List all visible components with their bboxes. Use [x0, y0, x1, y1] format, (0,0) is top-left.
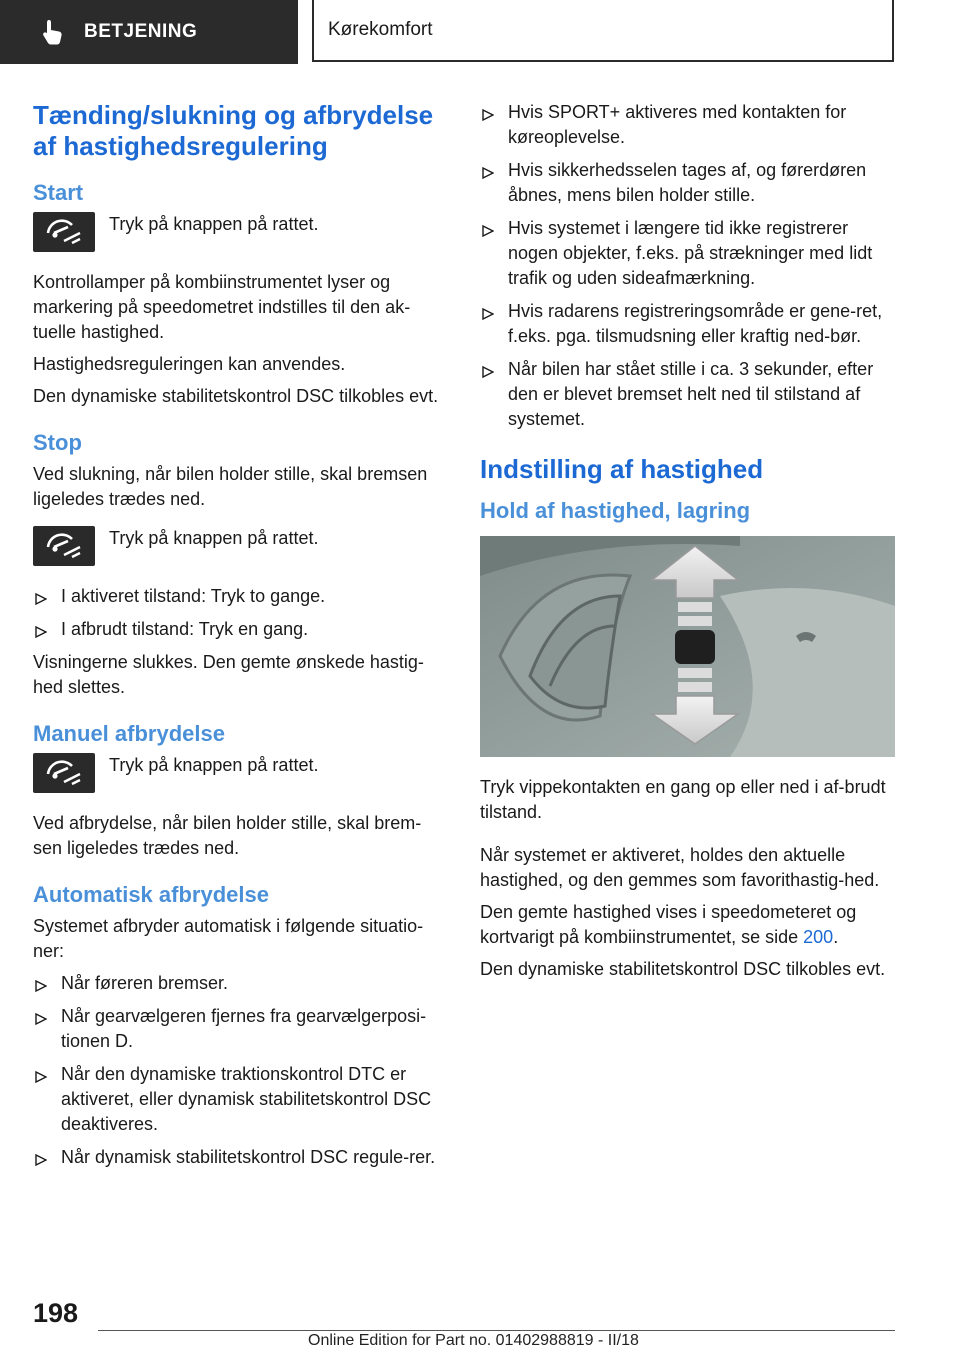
- section-title-on-off: Tænding/slukning og afbrydelse af hastighedsregulering: [33, 100, 434, 161]
- list-item: Når føreren bremser.: [33, 971, 448, 996]
- cruise-control-button-icon: [33, 212, 95, 252]
- list-item: I aktiveret tilstand: Tryk to gange.: [33, 584, 448, 609]
- start-instruction-text: Tryk på knappen på rattet.: [109, 214, 319, 234]
- heading-auto: Automatisk afbrydelse: [33, 882, 269, 907]
- list-item: Når gearvælgeren fjernes fra gearvælgerposi‐tionen D.: [33, 1004, 448, 1054]
- hand-pointer-icon: [40, 18, 66, 46]
- manual-instruction: [33, 753, 448, 793]
- list-item: Hvis sikkerhedsselen tages af, og førerdøren åbnes, mens bilen holder stille.: [480, 158, 895, 208]
- list-item: Når bilen har stået stille i ca. 3 sekunder, efter den er blevet bremset helt ned til stilstand af systemet.: [480, 357, 895, 432]
- list-item: Hvis systemet i længere tid ikke registrerer nogen objekter, f.eks. på strækninger med lidt trafik og uden sideafmærkning.: [480, 216, 895, 291]
- start-paragraph: Den dynamiske stabilitetskontrol DSC tilkobles evt.: [33, 386, 439, 406]
- triangle-bullet-icon: [35, 1008, 47, 1022]
- start-paragraph: Hastighedsreguleringen kan anvendes.: [33, 354, 346, 374]
- stop-after: Visningerne slukkes. Den gemte ønskede hastig‐hed slettes.: [33, 652, 424, 697]
- hold-speed-paragraph: Den dynamiske stabilitetskontrol DSC tilkobles evt.: [480, 959, 886, 979]
- heading-stop: Stop: [33, 430, 82, 455]
- triangle-bullet-icon: [35, 1066, 47, 1080]
- triangle-bullet-icon: [35, 1149, 47, 1163]
- right-column: [480, 100, 895, 989]
- triangle-bullet-icon: [35, 588, 47, 602]
- triangle-bullet-icon: [482, 220, 494, 234]
- start-instruction: [33, 212, 448, 252]
- auto-list-continued: [480, 100, 895, 432]
- list-item: Når den dynamiske traktionskontrol DTC er aktiveret, eller dynamisk stabilitetskontrol DSC deaktiveres.: [33, 1062, 448, 1137]
- list-item: I afbrudt tilstand: Tryk en gang.: [33, 617, 448, 642]
- stop-instruction-text: Tryk på knappen på rattet.: [109, 528, 319, 548]
- chapter-title: Kørekomfort: [312, 0, 894, 62]
- steering-wheel-rocker-image: [480, 536, 895, 757]
- figure-caption: Tryk vippekontakten en gang op eller ned i af‐brudt tilstand.: [480, 777, 886, 822]
- page-header: [0, 0, 960, 66]
- triangle-bullet-icon: [482, 361, 494, 375]
- left-column: [33, 100, 448, 1178]
- auto-intro: Systemet afbryder automatisk i følgende situatio‐ner:: [33, 916, 424, 961]
- heading-start: Start: [33, 180, 84, 205]
- footer-divider: [98, 1330, 895, 1331]
- stop-list: [33, 584, 448, 642]
- heading-manual: Manuel afbrydelse: [33, 721, 225, 746]
- triangle-bullet-icon: [482, 303, 494, 317]
- hold-speed-paragraph: Den gemte hastighed vises i speedometeret og kortvarigt på kombiinstrumentet, se side 200.: [480, 902, 857, 947]
- triangle-bullet-icon: [482, 162, 494, 176]
- hold-speed-paragraph: Når systemet er aktiveret, holdes den aktuelle hastighed, og den gemmes som favorithastig‐hed.: [480, 845, 880, 890]
- section-title-speed-setting: Indstilling af hastighed: [480, 454, 764, 484]
- section-label: BETJENING: [84, 21, 198, 42]
- list-item: Hvis SPORT+ aktiveres med kontakten for køreoplevelse.: [480, 100, 895, 150]
- stop-intro: Ved slukning, når bilen holder stille, skal bremsen ligeledes trædes ned.: [33, 464, 428, 509]
- section-tab: [0, 0, 298, 64]
- triangle-bullet-icon: [35, 621, 47, 635]
- edition-text: Online Edition for Part no. 01402988819 - II/18: [308, 1332, 639, 1349]
- auto-list: [33, 971, 448, 1170]
- triangle-bullet-icon: [35, 975, 47, 989]
- page-number: 198: [33, 1298, 79, 1328]
- list-item: Når dynamisk stabilitetskontrol DSC regule‐rer.: [33, 1145, 448, 1170]
- page-reference-link[interactable]: 200: [803, 927, 834, 947]
- manual-instruction-text: Tryk på knappen på rattet.: [109, 755, 319, 775]
- cruise-control-button-icon: [33, 526, 95, 566]
- stop-instruction: [33, 526, 448, 566]
- triangle-bullet-icon: [482, 104, 494, 118]
- heading-hold-speed: Hold af hastighed, lagring: [480, 498, 751, 523]
- start-paragraph: Kontrollamper på kombiinstrumentet lyser og markering på speedometret indstilles til den ak‐tuelle hastighed.: [33, 272, 411, 342]
- list-item: Hvis radarens registreringsområde er gene‐ret, f.eks. pga. tilsmudsning eller kraftig ned‐bør.: [480, 299, 895, 349]
- manual-text: Ved afbrydelse, når bilen holder stille, skal brem‐sen ligeledes trædes ned.: [33, 813, 422, 858]
- cruise-control-button-icon: [33, 753, 95, 793]
